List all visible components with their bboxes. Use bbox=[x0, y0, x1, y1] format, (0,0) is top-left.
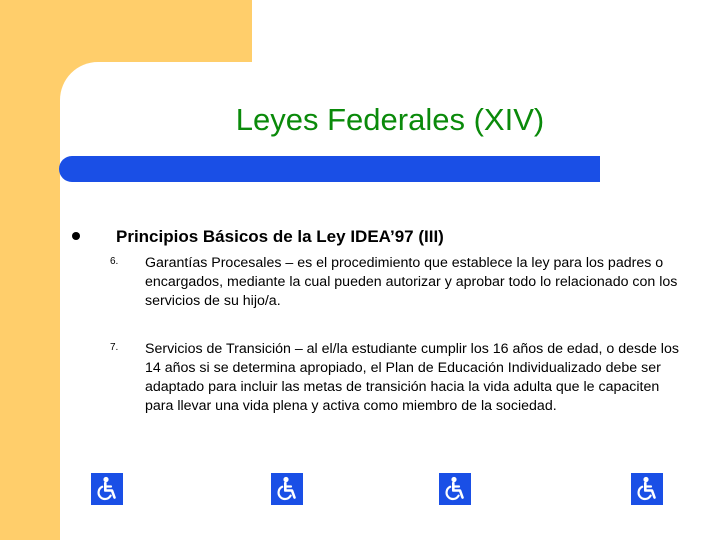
wheelchair-icon bbox=[631, 473, 663, 505]
wheelchair-icon bbox=[91, 473, 123, 505]
list-item-number: 6. bbox=[110, 256, 119, 267]
list-item-number: 7. bbox=[110, 342, 119, 353]
list-item-text: Servicios de Transición – al el/la estudiante cumplir los 16 años de edad, o desde los 14 años si se determina apropiado, el Plan de Educación Individualizado debe ser adaptado para incluir las metas de transición hacia la vida adulta que le capaciten para llevar una vida plena y activa como miembro de la sociedad. bbox=[145, 341, 679, 414]
list-item-text: Garantías Procesales – es el procedimiento que establece la ley para los padres o encargados, mediante la cual pueden autorizar y aprobar todo lo relacionado con los servicios de su hijo/a. bbox=[145, 255, 678, 309]
wheelchair-icon bbox=[271, 473, 303, 505]
title-divider-bar bbox=[59, 156, 600, 182]
section-heading: Principios Básicos de la Ley IDEA’97 (III) bbox=[116, 227, 444, 246]
bullet-dot bbox=[72, 232, 80, 240]
slide-title: Leyes Federales (XIV) bbox=[235, 102, 545, 137]
wheelchair-icon bbox=[439, 473, 471, 505]
